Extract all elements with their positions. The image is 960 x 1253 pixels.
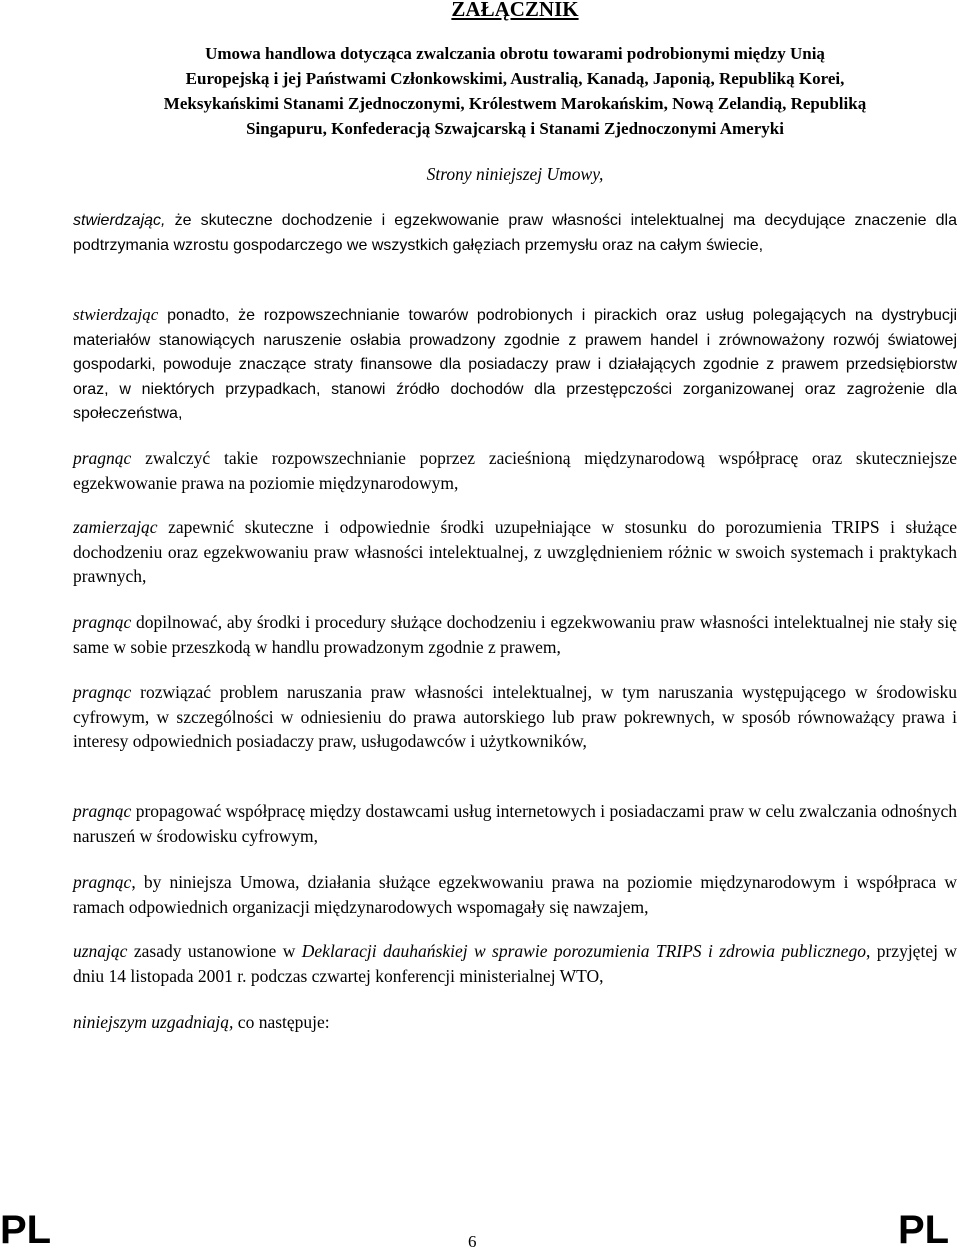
recital-lead: pragnąc [73,448,132,468]
agreement-title-line: Meksykańskimi Stanami Zjednoczonymi, Królestwem Marokańskim, Nową Zelandią, Republiką [163,94,867,113]
agreement-title-line: Umowa handlowa dotycząca zwalczania obrotu towarami podrobionymi między Unią [205,44,825,63]
annex-title: ZAŁĄCZNIK [451,0,579,21]
recital-lead: pragnąc [73,872,132,892]
page-number: 6 [468,1232,477,1251]
recital-paragraph [73,1010,957,1035]
recital-lead: pragnąc [73,801,132,821]
recital-text: ponadto, że rozpowszechnianie towarów podrobionych i pirackich oraz usług polegających na dystrybucji materiałów stanowiących naruszenie osłabia prowadzony zgodnie z prawem handel i zrównoważony rozwój światowej gospodarki, powoduje znaczące straty finansowe dla posiadaczy praw i działających zgodnie z prawem przedsiębiorstw oraz, w niektórych przypadkach, stanowi źródło dochodów dla przestępczości zorganizowanej oraz zagrożenie dla społeczeństwa, [73,307,957,422]
recital-lead: pragnąc [73,682,132,702]
recital-text: , by niniejsza Umowa, działania służące egzekwowaniu prawa na poziomie międzynarodowym i współpraca w ramach odpowiednich organizacji międzynarodowych wspomagały się nawzajem, [73,872,957,917]
recital-paragraph [73,799,957,848]
recital-text: propagować współpracę między dostawcami usług internetowych i posiadaczami praw w celu zwalczania odnośnych naruszeń w środowisku cyfrowym, [73,801,957,846]
footer-language-code-left: PL [0,1208,52,1252]
recital-text: zasady ustanowione w [127,941,302,961]
agreement-title-line: Singapuru, Konfederacją Szwajcarską i Stanami Zjednoczonymi Ameryki [246,119,784,138]
recital-paragraph [73,209,957,258]
recital-paragraph [73,680,957,754]
recital-paragraph [73,446,957,495]
declaration-reference: Deklaracji dauhańskiej w sprawie porozumienia TRIPS i zdrowia publicznego [301,941,866,961]
footer-language-code-right: PL [898,1208,950,1252]
recital-lead: zamierzając [73,517,158,537]
recital-text: dopilnować, aby środki i procedury służące dochodzeniu i egzekwowaniu praw własności intelektualnej nie stały się same w sobie przeszkodą w handlu prowadzonym zgodnie z prawem, [73,612,957,657]
recital-text: rozwiązać problem naruszania praw własności intelektualnej, w tym naruszania występującego w środowisku cyfrowym, w szczególności w odniesieniu do prawa autorskiego lub praw pokrewnych, w sposób równoważący prawa i interesy odpowiednich posiadaczy praw, usługodawców i użytkowników, [73,682,957,751]
recital-paragraph [73,303,957,427]
recital-paragraph [73,610,957,659]
recital-text: zapewnić skuteczne i odpowiednie środki uzupełniające w stosunku do porozumienia TRIPS i służące dochodzeniu oraz egzekwowaniu praw własności intelektualnej, z uwzględnieniem różnic w swoich systemach i praktykach prawnych, [73,517,957,586]
recital-lead: niniejszym uzgadniają, [73,1012,234,1032]
recital-text: co następuje: [233,1012,330,1032]
recital-text: zwalczyć takie rozpowszechnianie poprzez zacieśnioną międzynarodową współpracę oraz skuteczniejsze egzekwowanie prawa na poziomie międzynarodowym, [73,448,957,493]
recital-lead: stwierdzając [73,305,159,324]
recital-lead: pragnąc [73,612,132,632]
parties-heading: Strony niniejszej Umowy, [426,164,604,184]
recital-paragraph [73,939,957,988]
recital-lead: uznając [73,941,128,961]
recital-paragraph [73,870,957,919]
agreement-title [0,41,960,141]
recital-paragraph [73,515,957,589]
recital-lead: stwierdzając, [73,212,166,229]
recital-text: że skuteczne dochodzenie i egzekwowanie praw własności intelektualnej ma decydujące znaczenie dla podtrzymania wzrostu gospodarczego we wszystkich gałęziach przemysłu oraz na całym świecie, [73,212,957,254]
agreement-title-line: Europejską i jej Państwami Członkowskimi, Australią, Kanadą, Japonią, Republiką Korei, [185,69,845,88]
recital-text: , przyjętej w dniu 14 listopada 2001 r. podczas czwartej konferencji ministerialnej WTO, [73,941,957,986]
